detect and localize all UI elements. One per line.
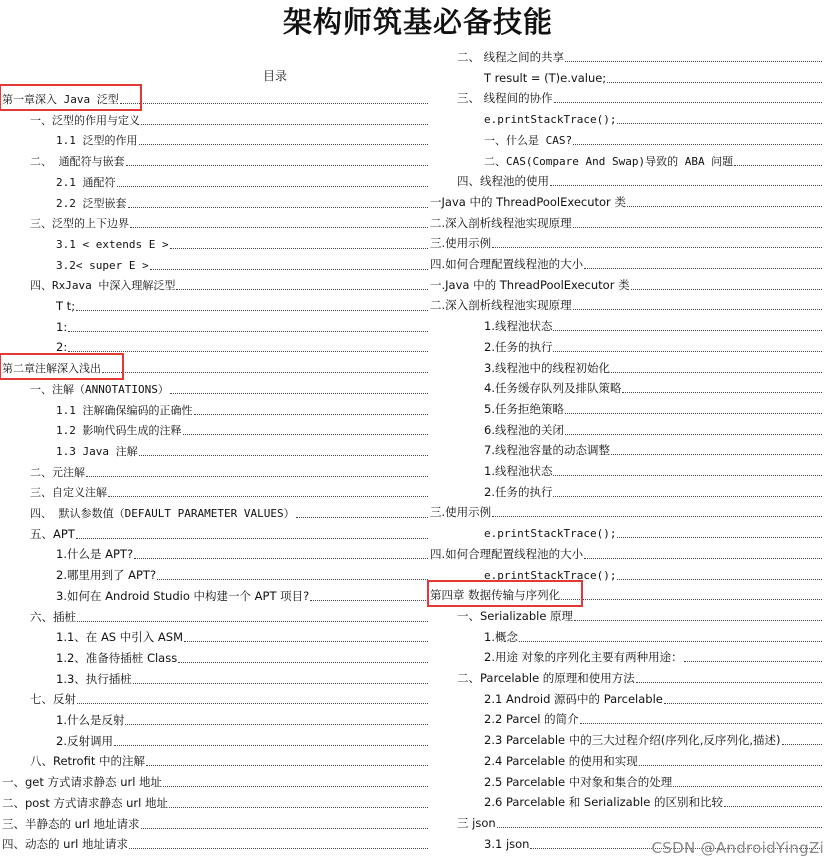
toc-entry-text: 7.线程池容量的动态调整 [484, 443, 610, 458]
toc-entry-text: 1.1 泛型的作用 [56, 134, 138, 148]
toc-entry-text: 2.1 通配符 [56, 175, 116, 189]
dot-leader [664, 703, 822, 704]
dot-leader [133, 683, 428, 684]
csdn-watermark: CSDN @AndroidYingZi [651, 839, 824, 857]
toc-entry-text: 六、插桩 [30, 609, 76, 624]
dot-leader [117, 186, 429, 187]
dot-leader [120, 103, 428, 104]
toc-entry [484, 564, 822, 584]
toc-entry-text: 三、自定义注解 [30, 486, 107, 500]
toc-entry-text: 2.6 Parcelable 和 Serializable 的区别和比较 [484, 795, 723, 810]
dot-leader [157, 579, 428, 580]
toc-entry [430, 501, 822, 521]
dot-leader [627, 206, 822, 207]
dot-leader [636, 682, 822, 683]
toc-entry-text: 一、泛型的作用与定义 [30, 113, 140, 127]
dot-leader [134, 558, 428, 559]
dot-leader [584, 268, 822, 269]
toc-entry [484, 357, 822, 377]
toc-entry [30, 606, 428, 626]
toc-entry [430, 253, 822, 273]
toc-entry [30, 212, 428, 232]
toc-entry-text: 1.什么是反射 [56, 713, 125, 727]
toc-entry-text: e.printStackTrace(); [484, 568, 617, 582]
toc-entry [56, 419, 428, 439]
toc-entry [56, 730, 428, 750]
dot-leader [684, 661, 822, 662]
dot-leader [565, 413, 822, 414]
toc-entry [30, 502, 428, 522]
toc-entry-text: e.printStackTrace(); [484, 113, 617, 127]
toc-entry-text: 2.4 Parcelable 的使用和实现 [484, 753, 638, 768]
dot-leader [141, 124, 428, 125]
toc-entry [457, 605, 822, 625]
dot-leader [553, 330, 822, 331]
dot-leader [492, 247, 822, 248]
dot-leader [519, 641, 822, 642]
toc-entry-text: 二.深入剖析线程池实现原理 [430, 215, 572, 230]
dot-leader [86, 476, 428, 477]
dot-leader [573, 227, 822, 228]
toc-entry-text: 第四章 数据传输与序列化 [430, 588, 561, 603]
toc-entry-text: 一、注解（ANNOTATIONS） [30, 382, 169, 396]
dot-leader [176, 289, 428, 290]
toc-entry-text: 二.深入剖析线程池实现原理 [430, 298, 572, 313]
toc-entry-text: 4.任务缓存队列及排队策略 [484, 381, 622, 396]
toc-entry [56, 585, 428, 605]
toc-entry [430, 212, 822, 232]
toc-entry [56, 626, 428, 646]
toc-entry [2, 771, 428, 791]
toc-entry [56, 399, 428, 419]
toc-entry [484, 398, 822, 418]
toc-entry-text: 第一章深入 Java 泛型 [2, 93, 119, 106]
toc-entry [484, 108, 822, 128]
dot-leader [553, 496, 822, 497]
dot-leader [617, 579, 822, 580]
toc-entry [484, 67, 822, 87]
toc-entry [56, 171, 428, 191]
toc-entry [484, 377, 822, 397]
toc-entry-text: 四、线程池的使用 [457, 174, 549, 189]
dot-leader [170, 393, 428, 394]
toc-entry-text: 二、元注解 [30, 465, 85, 479]
toc-entry-text: 三、 线程间的协作 [457, 91, 553, 106]
dot-leader [114, 745, 428, 746]
dot-leader [607, 82, 822, 83]
dot-leader [497, 827, 822, 828]
dot-leader [782, 744, 822, 745]
toc-entry [30, 109, 428, 129]
dot-leader [68, 351, 428, 352]
toc-entry-text: 2.用途 对象的序列化主要有两种用途： [484, 650, 683, 665]
dot-leader [296, 517, 428, 518]
toc-entry-text: 一、什么是 CAS? [484, 133, 573, 147]
dot-leader [573, 309, 822, 310]
toc-entry-text: 三、泛型的上下边界 [30, 217, 129, 231]
dot-leader [310, 600, 428, 601]
toc-entry [30, 461, 428, 481]
toc-entry [484, 150, 822, 170]
toc-entry [484, 522, 822, 542]
toc-entry [457, 46, 822, 66]
toc-entry [30, 378, 428, 398]
toc-entry [56, 192, 428, 212]
toc-entry-text: 一、Serializable 原理 [457, 608, 574, 623]
dot-leader [554, 102, 822, 103]
toc-entry [484, 336, 822, 356]
dot-leader [617, 537, 822, 538]
toc-entry-text: 二、CAS(Compare And Swap)导致的 ABA 问题 [484, 154, 734, 168]
dot-leader [734, 165, 822, 166]
toc-entry [457, 170, 822, 190]
dot-leader [724, 806, 822, 807]
dot-leader [553, 351, 822, 352]
toc-entry-text: 三、半静态的 url 地址请求 [2, 816, 140, 831]
toc-entry-text: 3.1 json [484, 836, 530, 851]
dot-leader [139, 144, 429, 145]
toc-entry-text: 七、反射 [30, 692, 76, 707]
toc-entry-text: 3.1 < extends E > [56, 237, 169, 251]
toc-entry [30, 750, 428, 770]
dot-leader [170, 248, 428, 249]
toc-entry-text: 二、 线程之间的共享 [457, 50, 565, 64]
dot-leader [573, 144, 822, 145]
toc-entry-text: 1.3 Java 注解 [56, 444, 138, 458]
toc-entry-text: 1.线程池状态 [484, 464, 553, 478]
toc-entry-text: 1.2 影响代码生成的注释 [56, 424, 182, 438]
dot-leader [574, 620, 822, 621]
dot-leader [492, 516, 822, 517]
toc-entry-text: T result = (T)e.value; [484, 70, 607, 85]
toc-entry-text: 3.2< super E > [56, 258, 149, 272]
dot-leader [639, 765, 822, 766]
toc-entry [484, 626, 822, 646]
toc-entry [30, 150, 428, 170]
toc-entry-text: 3.如何在 Android Studio 中构建一个 APT 项目? [56, 588, 310, 603]
dot-leader [169, 807, 428, 808]
toc-entry [30, 274, 428, 294]
toc-entry-text: 一.Java 中的 ThreadPoolExecutor 类 [430, 277, 630, 292]
toc-entry-text: 3.线程池中的线程初始化 [484, 360, 610, 375]
toc-entry-text: 一、get 方式请求静态 url 地址 [2, 775, 163, 790]
toc-entry-text: 二、 通配符与嵌套 [30, 155, 125, 169]
dot-leader [617, 123, 822, 124]
toc-entry-text: 四、RxJava 中深入理解泛型 [30, 279, 176, 293]
toc-entry [56, 709, 428, 729]
toc-chapter-heading [430, 584, 822, 604]
toc-entry [484, 791, 822, 811]
toc-entry [457, 667, 822, 687]
toc-entry [484, 315, 822, 335]
toc-entry [56, 440, 428, 460]
dot-leader [129, 848, 428, 849]
toc-entry-text: 四.如何合理配置线程池的大小 [430, 257, 584, 271]
toc-entry-text: 6.线程池的关闭 [484, 422, 564, 437]
dot-leader [631, 289, 822, 290]
dot-leader [565, 61, 822, 62]
toc-entry-text: 1.1、在 AS 中引入 ASM [56, 630, 184, 645]
dot-leader [128, 207, 429, 208]
toc-entry [484, 129, 822, 149]
dot-leader [125, 724, 428, 725]
toc-entry [56, 295, 428, 315]
toc-entry-text: 八、Retrofit 中的注解 [30, 754, 145, 769]
toc-entry-text: 三.使用示例 [430, 236, 492, 251]
toc-entry [2, 792, 428, 812]
dot-leader [561, 599, 822, 600]
dot-leader [163, 786, 428, 787]
toc-entry [484, 481, 822, 501]
toc-entry [484, 771, 822, 791]
dot-leader [76, 310, 428, 311]
dot-leader [77, 621, 428, 622]
toc-entry-text: 二、post 方式请求静态 url 地址 [2, 795, 169, 810]
toc-entry [484, 646, 822, 666]
toc-entry-text: 2.哪里用到了 APT? [56, 568, 157, 583]
toc-entry-text: 四、 默认参数值（DEFAULT PARAMETER VALUES） [30, 507, 295, 520]
toc-entry-text: 三.使用示例 [430, 505, 492, 520]
toc-entry [484, 750, 822, 770]
toc-entry-text: 2.1 Android 源码中的 Parcelable [484, 691, 663, 706]
toc-entry [56, 316, 428, 336]
toc-entry [484, 729, 822, 749]
dot-leader [102, 372, 428, 373]
toc-entry-text: 2.2 泛型嵌套 [56, 196, 127, 210]
dot-leader [622, 392, 822, 393]
dot-leader [108, 496, 428, 497]
dot-leader [178, 662, 428, 663]
toc-entry-text: 2: [56, 340, 68, 355]
toc-entry [430, 543, 822, 563]
dot-leader [673, 786, 822, 787]
toc-entry-text: 四、动态的 url 地址请求 [2, 837, 129, 852]
dot-leader [611, 454, 822, 455]
toc-entry [56, 336, 428, 356]
dot-leader [76, 538, 428, 539]
toc-entry [430, 232, 822, 252]
toc-entry [457, 87, 822, 107]
toc-entry [56, 668, 428, 688]
toc-entry-text: 二、Parcelable 的原理和使用方法 [457, 671, 635, 685]
toc-entry-text: 三 json [457, 815, 496, 830]
toc-entry [484, 419, 822, 439]
toc-chapter-heading [2, 88, 428, 108]
toc-entry [30, 481, 428, 501]
toc-entry [30, 688, 428, 708]
toc-entry [56, 564, 428, 584]
toc-entry-text: 1.3、执行插桩 [56, 671, 132, 686]
dot-leader [184, 641, 428, 642]
toc-entry [30, 523, 428, 543]
toc-entry-text: 1.1 注解确保编码的正确性 [56, 403, 193, 417]
toc-entry-text: 1.2、准备待插桩 Class [56, 650, 178, 665]
toc-entry-text: 2.5 Parcelable 中对象和集合的处理 [484, 774, 673, 789]
toc-entry [56, 129, 428, 149]
toc-entry-text: 2.任务的执行 [484, 339, 553, 354]
toc-entry-text: 5.任务拒绝策略 [484, 401, 564, 416]
toc-entry [56, 647, 428, 667]
toc-entry-text: 四.如何合理配置线程池的大小 [430, 546, 584, 561]
dot-leader [580, 723, 822, 724]
dot-leader [130, 227, 428, 228]
toc-entry-text: 五、APT [30, 526, 75, 541]
toc-entry [2, 833, 428, 853]
dot-leader [146, 765, 428, 766]
dot-leader [68, 331, 428, 332]
toc-entry [56, 233, 428, 253]
toc-entry [56, 543, 428, 563]
toc-entry [457, 812, 822, 832]
toc-entry-text: 2.3 Parcelable 中的三大过程介绍(序列化,反序列化,描述) [484, 733, 781, 748]
toc-entry-text: 1.概念 [484, 629, 518, 644]
toc-entry [484, 688, 822, 708]
toc-entry [484, 460, 822, 480]
toc-entry-text: T t; [56, 299, 76, 313]
toc-entry-text: 1.线程池状态 [484, 319, 553, 334]
dot-leader [183, 434, 429, 435]
toc-entry [430, 274, 822, 294]
toc-chapter-heading [2, 357, 428, 377]
toc-entry-text: 2.2 Parcel 的简介 [484, 712, 579, 727]
toc-heading: 目录 [263, 69, 288, 83]
toc-entry-text: 1: [56, 319, 68, 334]
dot-leader [141, 828, 428, 829]
toc-entry-text: 2.反射调用 [56, 733, 113, 748]
dot-leader [565, 434, 822, 435]
toc-entry [56, 254, 428, 274]
toc-entry-text: 第二章注解深入浅出 [2, 362, 101, 376]
dot-leader [550, 185, 822, 186]
toc-entry-text: 1.什么是 APT? [56, 547, 134, 562]
dot-leader [584, 558, 822, 559]
toc-entry [484, 708, 822, 728]
dot-leader [553, 475, 822, 476]
toc-entry [484, 439, 822, 459]
dot-leader [611, 372, 822, 373]
dot-leader [150, 269, 428, 270]
toc-entry-text: 一Java 中的 ThreadPoolExecutor 类 [430, 194, 626, 209]
toc-entry [430, 191, 822, 211]
toc-entry [2, 813, 428, 833]
dot-leader [77, 703, 428, 704]
dot-leader [139, 455, 428, 456]
document-title: 架构师筑基必备技能 [282, 5, 553, 39]
toc-entry-text: e.printStackTrace(); [484, 527, 617, 541]
dot-leader [194, 414, 429, 415]
dot-leader [126, 165, 428, 166]
toc-entry [430, 294, 822, 314]
toc-entry-text: 2.任务的执行 [484, 484, 553, 499]
